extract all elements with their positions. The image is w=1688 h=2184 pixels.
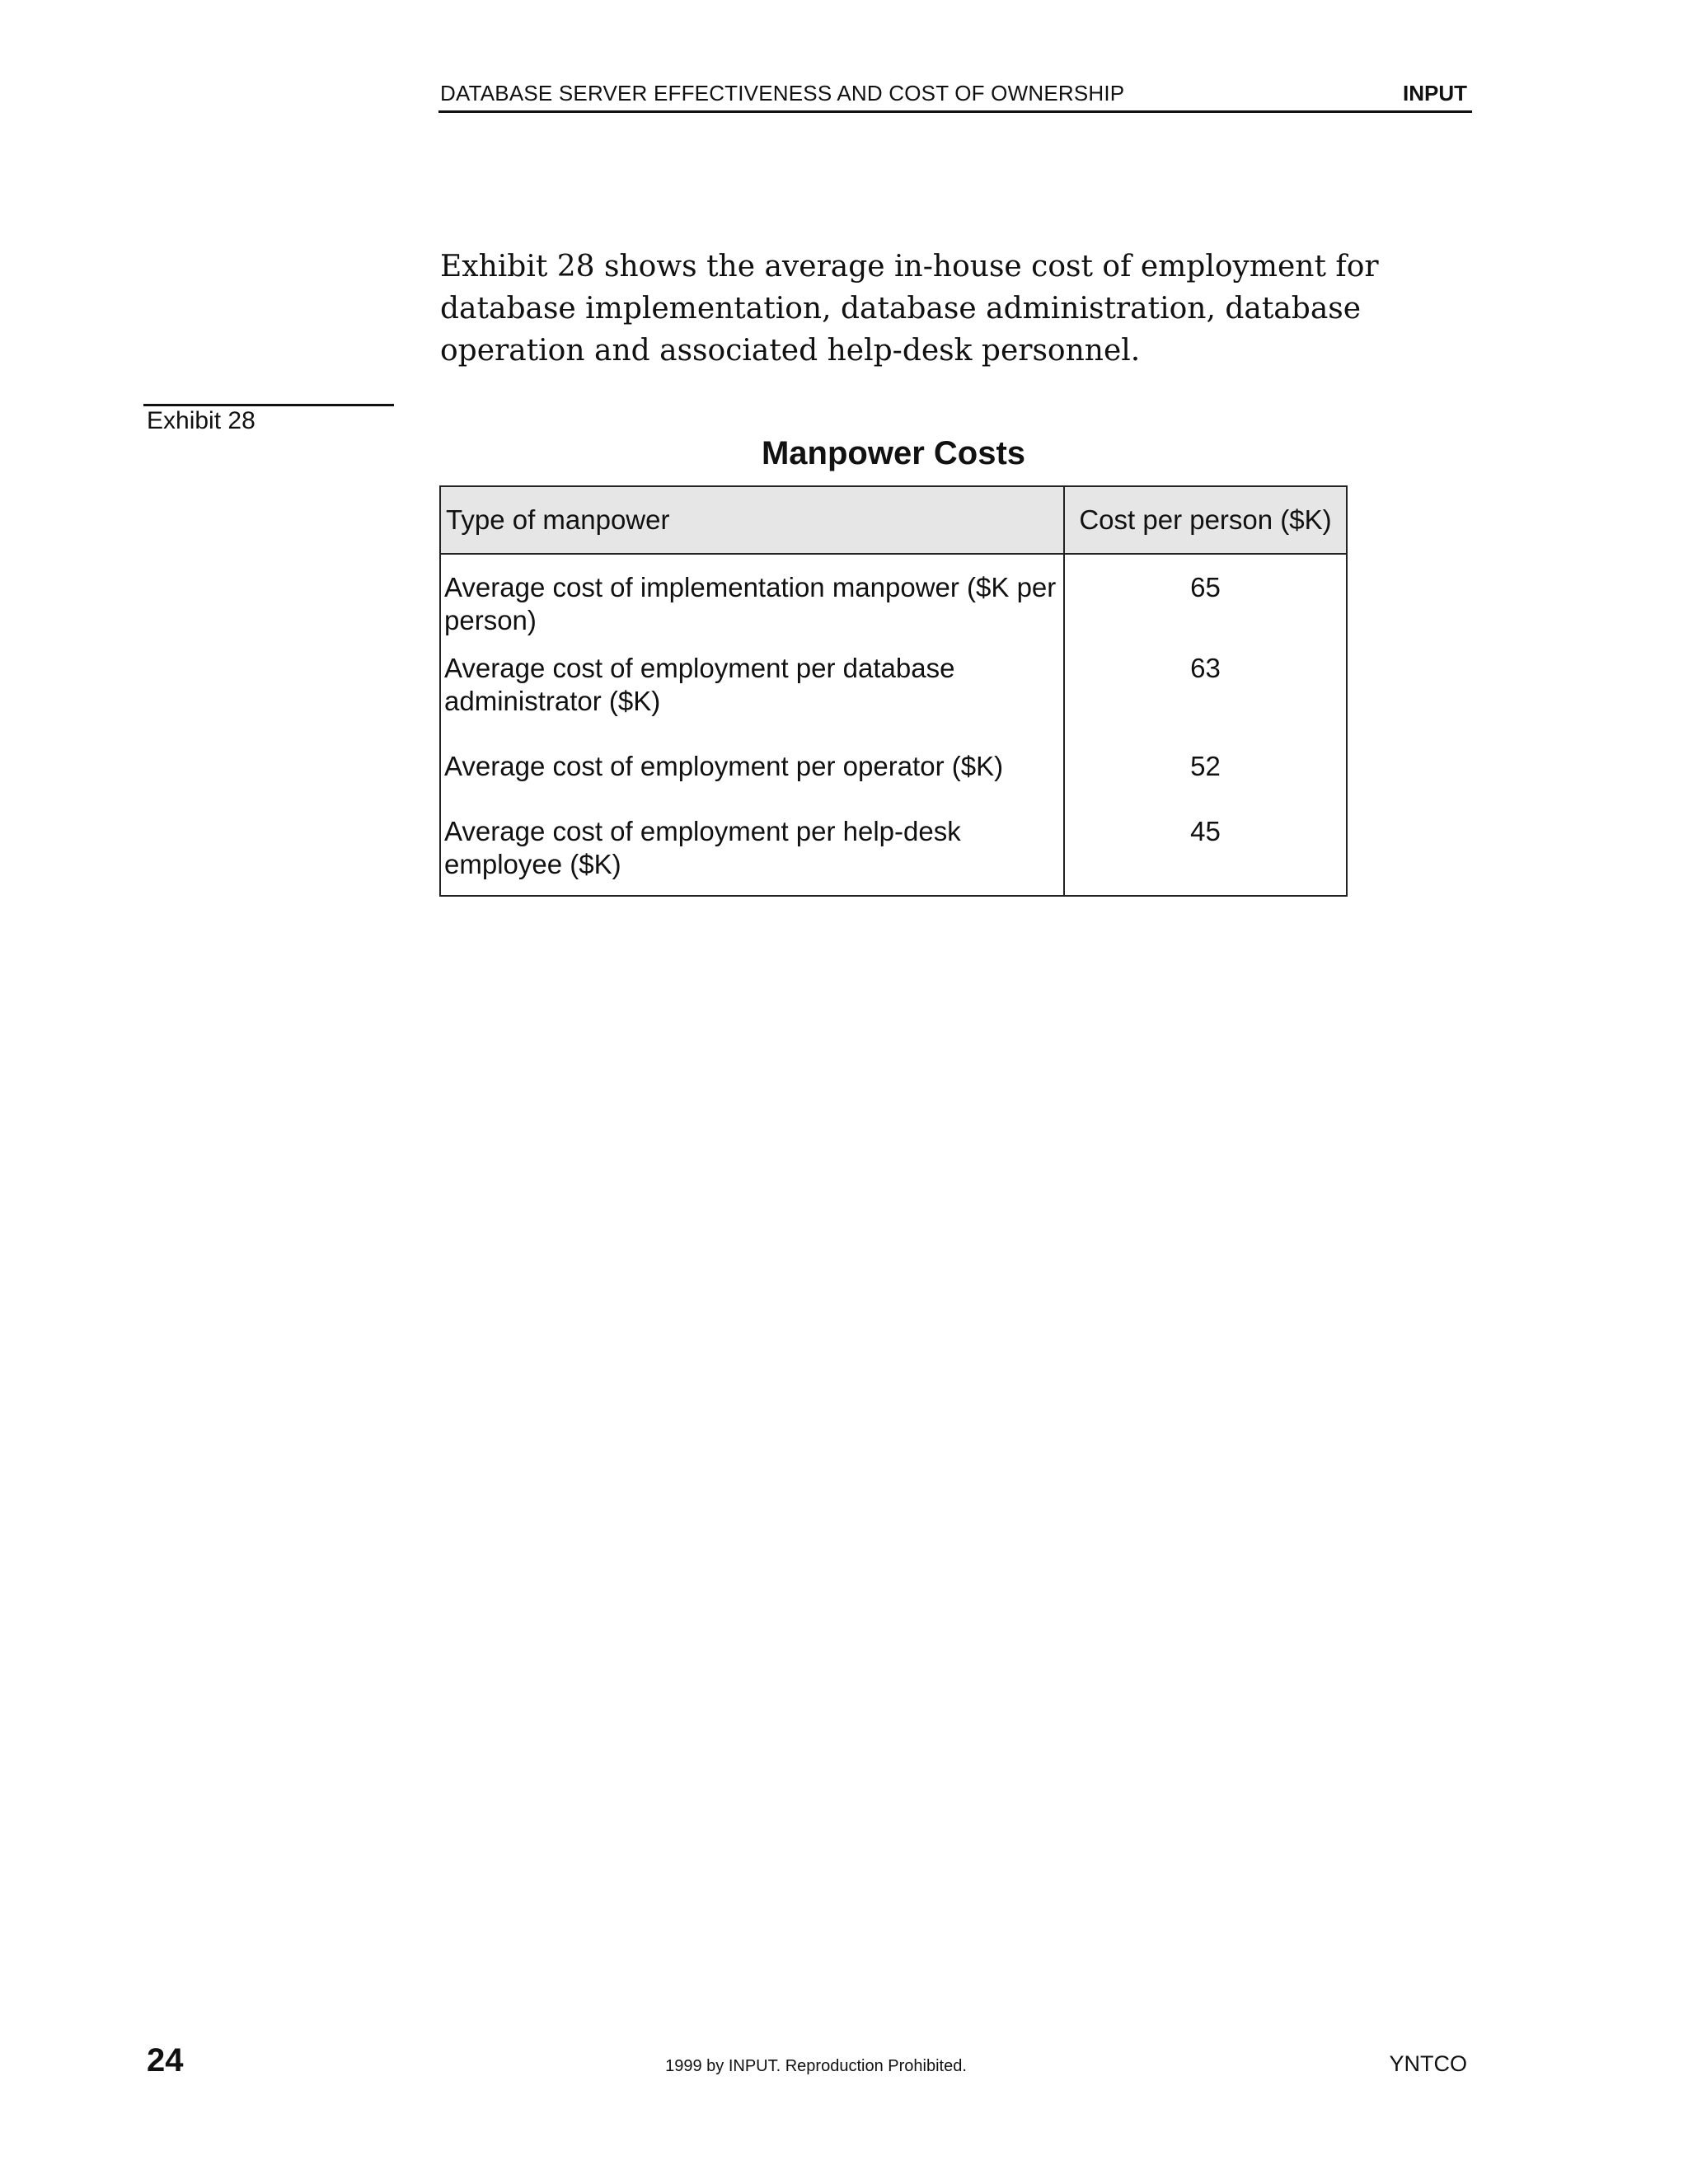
- table-row: [440, 554, 1347, 652]
- column-header-cost: Cost per person ($K): [1064, 486, 1347, 554]
- page-number: 24: [147, 2042, 184, 2079]
- header-brand: INPUT: [1403, 81, 1467, 105]
- manpower-type-cell: Average cost of implementation manpower ($K per person): [440, 554, 1064, 652]
- copyright-notice: 1999 by INPUT. Reproduction Prohibited.: [665, 2057, 967, 2075]
- running-header: [438, 81, 1472, 113]
- table-row: [440, 815, 1347, 896]
- cost-cell: 52: [1064, 750, 1347, 815]
- exhibit-label: Exhibit 28: [147, 407, 256, 434]
- cost-cell: 63: [1064, 652, 1347, 750]
- document-id: YNTCO: [1389, 2051, 1467, 2076]
- table-header-row: [440, 486, 1347, 554]
- exhibit-side-rule: [143, 404, 394, 406]
- column-header-type: Type of manpower: [440, 486, 1064, 554]
- cost-cell: 45: [1064, 815, 1347, 896]
- exhibit-title: Manpower Costs: [761, 435, 1026, 471]
- table-row: [440, 750, 1347, 815]
- header-title: DATABASE SERVER EFFECTIVENESS AND COST OF OWNERSHIP: [440, 81, 1125, 105]
- manpower-type-cell: Average cost of employment per database administrator ($K): [440, 652, 1064, 750]
- cost-cell: 65: [1064, 554, 1347, 652]
- manpower-type-cell: Average cost of employment per operator ($K): [440, 750, 1064, 815]
- manpower-costs-table: [439, 485, 1348, 897]
- table-row: [440, 652, 1347, 750]
- intro-paragraph: Exhibit 28 shows the average in-house cost of employment for database implementation, database administration, database operation and associated help-desk personnel.: [440, 250, 1379, 368]
- manpower-type-cell: Average cost of employment per help-desk employee ($K): [440, 815, 1064, 896]
